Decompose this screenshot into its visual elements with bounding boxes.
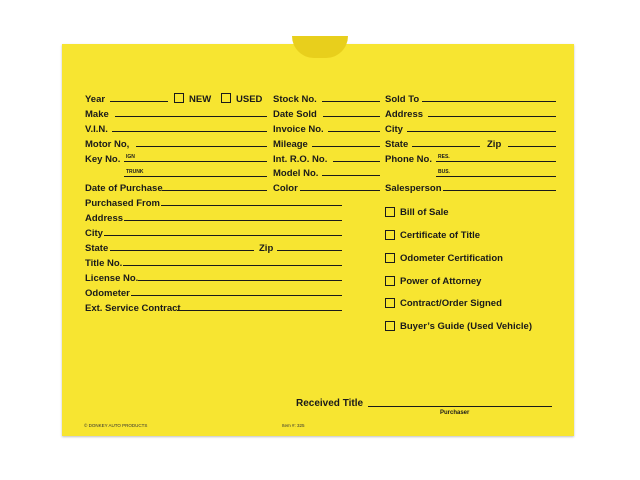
ign-label: IGN [126, 154, 135, 160]
int-ro-field[interactable] [333, 161, 380, 162]
buyer-address-field[interactable] [428, 116, 556, 117]
received-title-label: Received Title [296, 398, 364, 409]
color-field[interactable] [300, 190, 380, 191]
phone-bus-field[interactable] [436, 176, 556, 177]
checklist-item: Power of Attorney [400, 276, 482, 287]
ext-service-contract-label: Ext. Service Contract [85, 303, 181, 314]
seller-zip-field[interactable] [277, 250, 342, 251]
seller-city-field[interactable] [104, 235, 342, 236]
mileage-label: Mileage [273, 139, 308, 150]
stock-field[interactable] [322, 101, 380, 102]
purchased-from-field[interactable] [161, 205, 342, 206]
year-field[interactable] [110, 101, 168, 102]
title-no-label: Title No. [85, 258, 123, 269]
int-ro-label: Int. R.O. No. [273, 154, 328, 165]
checklist-item: Bill of Sale [400, 207, 449, 218]
used-label: USED [236, 94, 263, 105]
date-sold-label: Date Sold [273, 109, 317, 120]
new-checkbox[interactable] [174, 93, 184, 103]
seller-zip-label: Zip [259, 243, 274, 254]
vin-label: V.I.N. [85, 124, 108, 135]
buyer-state-field[interactable] [412, 146, 480, 147]
used-checkbox[interactable] [221, 93, 231, 103]
buyer-address-label: Address [385, 109, 424, 120]
invoice-field[interactable] [328, 131, 380, 132]
phone-label: Phone No. [385, 154, 432, 165]
date-of-purchase-field[interactable] [162, 190, 267, 191]
odometer-certification-checkbox[interactable] [385, 253, 395, 263]
motor-field[interactable] [136, 146, 267, 147]
checklist-item: Contract/Order Signed [400, 298, 502, 309]
buyer-city-label: City [385, 124, 403, 135]
contract-order-signed-checkbox[interactable] [385, 298, 395, 308]
motor-label: Motor No, [85, 139, 130, 150]
year-label: Year [85, 94, 106, 105]
trunk-key-field[interactable] [124, 176, 267, 177]
mileage-field[interactable] [312, 146, 380, 147]
date-sold-field[interactable] [323, 116, 380, 117]
make-field[interactable] [115, 116, 267, 117]
salesperson-label: Salesperson [385, 183, 442, 194]
buyer-zip-field[interactable] [508, 146, 556, 147]
received-title-signature-field[interactable] [368, 406, 552, 407]
seller-address-field[interactable] [124, 220, 342, 221]
certificate-of-title-checkbox[interactable] [385, 230, 395, 240]
phone-res-field[interactable] [436, 161, 556, 162]
checklist-item: Certificate of Title [400, 230, 481, 241]
license-no-field[interactable] [138, 280, 342, 281]
seller-address-label: Address [85, 213, 124, 224]
trunk-label: TRUNK [126, 169, 144, 175]
stock-label: Stock No. [273, 94, 317, 105]
title-no-field[interactable] [123, 265, 342, 266]
title-jacket-card [62, 44, 574, 436]
ext-service-contract-field[interactable] [177, 310, 342, 311]
power-of-attorney-checkbox[interactable] [385, 276, 395, 286]
invoice-label: Invoice No. [273, 124, 324, 135]
res-label: RES. [438, 154, 450, 160]
purchased-from-label: Purchased From [85, 198, 160, 209]
new-label: NEW [189, 94, 212, 105]
seller-state-field[interactable] [110, 250, 254, 251]
buyer-zip-label: Zip [487, 139, 502, 150]
checklist-item: Odometer Certification [400, 253, 503, 264]
ign-key-field[interactable] [124, 161, 267, 162]
model-field[interactable] [322, 175, 380, 176]
brand-mark: © DONKEY AUTO PRODUCTS [84, 423, 148, 428]
odometer-field[interactable] [131, 295, 342, 296]
sold-to-label: Sold To [385, 94, 420, 105]
license-no-label: License No. [85, 273, 139, 284]
make-label: Make [85, 109, 109, 120]
purchaser-caption: Purchaser [440, 410, 470, 416]
checklist-item: Buyer’s Guide (Used Vehicle) [400, 321, 532, 332]
bill-of-sale-checkbox[interactable] [385, 207, 395, 217]
vin-field[interactable] [112, 131, 267, 132]
buyer-city-field[interactable] [407, 131, 556, 132]
sold-to-field[interactable] [422, 101, 556, 102]
buyers-guide-checkbox[interactable] [385, 321, 395, 331]
odometer-label: Odometer [85, 288, 130, 299]
seller-city-label: City [85, 228, 103, 239]
model-label: Model No. [273, 168, 319, 179]
item-number: Item #: 325 [282, 423, 305, 428]
salesperson-field[interactable] [443, 190, 556, 191]
key-label: Key No. [85, 154, 121, 165]
bus-label: BUS. [438, 169, 450, 175]
color-label: Color [273, 183, 298, 194]
date-of-purchase-label: Date of Purchase [85, 183, 163, 194]
buyer-state-label: State [385, 139, 409, 150]
seller-state-label: State [85, 243, 109, 254]
